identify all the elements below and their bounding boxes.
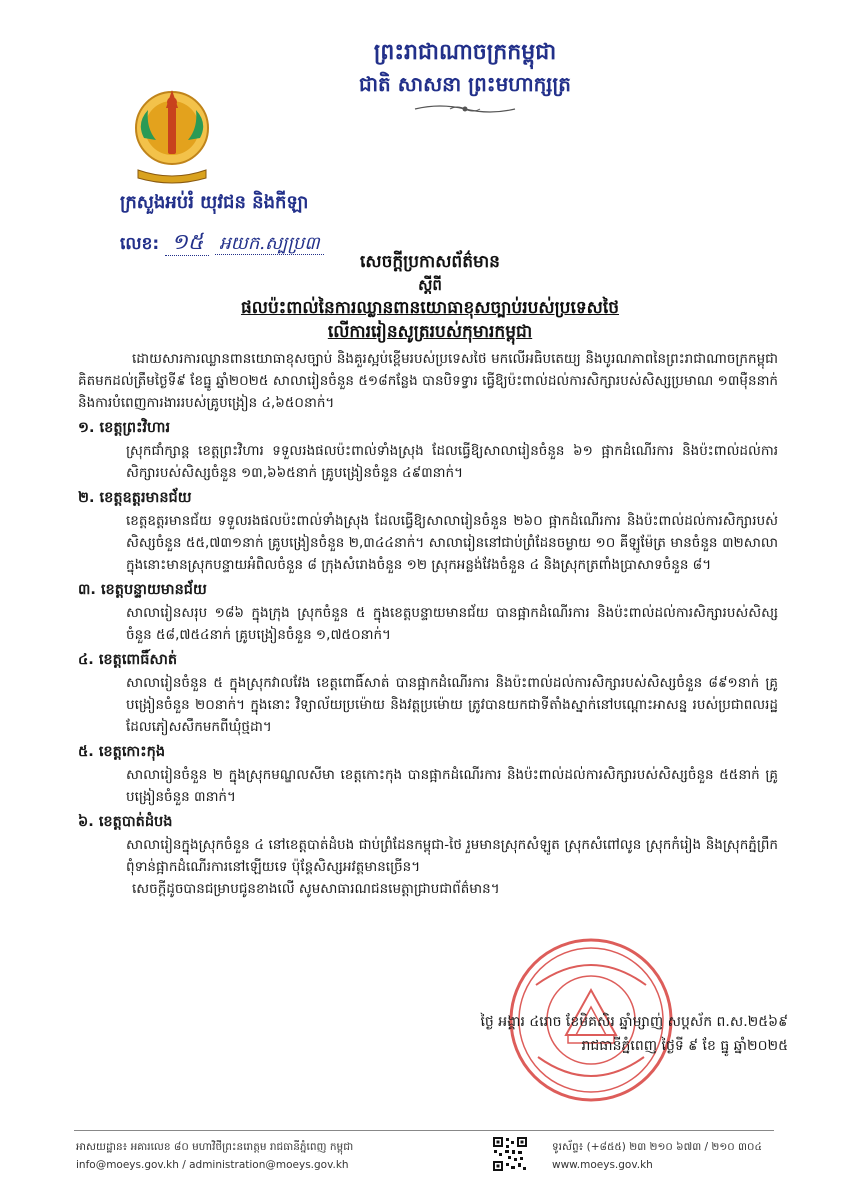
lunar-date: ថ្ងៃ អង្គារ ៤រោច ខែមិគសិរ ឆ្នាំម្សាញ់ សប្តស័ក ព.ស.២៥៦៩: [480, 1014, 788, 1030]
ornament-divider-icon: [410, 102, 520, 116]
section-5: [78, 740, 778, 808]
section-text: សាលារៀនក្នុងស្រុកចំនួន ៤ នៅខេត្តបាត់ដំបង ជាប់ព្រំដែនកម្ពុជា-ថៃ រួមមានស្រុកសំឡូត ស្រុកសំពៅលូន ស្រុកកំរៀង និងស្រុកភ្នំព្រឹក ពុំទាន់ផ្អាកដំណើរការនៅឡើយទេ ប៉ុន្តែសិស្សអវត្តមានច្រើន។: [126, 837, 778, 875]
section-title: ១. ខេត្តព្រះវិហារ: [78, 420, 171, 436]
announcement-heading: [220, 250, 640, 344]
ministry-logo-icon: [128, 78, 216, 186]
heading-line-3: ផលប៉ះពាល់នៃការឈ្លានពានយោធាខុសច្បាប់របស់ប្រទេសថៃ: [240, 298, 620, 318]
section-title: ៤. ខេត្តពោធិ៍សាត់: [78, 652, 178, 668]
document-number-code: អយក.ស្បប្រ៣: [215, 233, 323, 255]
section-1: [78, 416, 778, 484]
section-text: សាលារៀនចំនួន ២ ក្នុងស្រុកមណ្ឌលសីមា ខេត្តកោះកុង បានផ្អាកដំណើរការ និងប៉ះពាល់ដល់ការសិក្សារបស់សិស្សចំនួន ៥៥នាក់ គ្រូបង្រៀនចំនួន ៣នាក់។: [126, 767, 778, 805]
footer-divider: [74, 1130, 774, 1131]
footer-contact: [76, 1138, 353, 1174]
solar-date: រាជធានីភ្នំពេញ ថ្ងៃទី ៩ ខែ ធ្នូ ឆ្នាំ២០២៥: [581, 1038, 788, 1054]
heading-line-4: លើការរៀនសូត្ររបស់កុមារកម្ពុជា: [327, 322, 533, 342]
footer-phone-web: [552, 1138, 762, 1174]
national-motto: ជាតិ សាសនា ព្រះមហាក្សត្រ: [359, 72, 571, 96]
section-title: ៥. ខេត្តកោះកុង: [78, 744, 166, 760]
document-number-value: ១៥: [165, 230, 209, 256]
section-4: [78, 648, 778, 738]
section-title: ៣. ខេត្តបន្ទាយមានជ័យ: [78, 582, 207, 598]
kingdom-header: [300, 38, 630, 116]
heading-line-1: សេចក្តីប្រកាសព័ត៌មាន: [360, 252, 500, 272]
document-number-label: លេខ:: [120, 234, 160, 254]
section-text: សាលារៀនសរុប ១៨៦ ក្នុងក្រុង ស្រុកចំនួន ៥ ក្នុងខេត្តបន្ទាយមានជ័យ បានផ្អាកដំណើរការ និងប៉ះពាល់ដល់ការសិក្សារបស់សិស្សចំនួន ៥៨,៧៥៤នាក់ គ្រូបង្រៀនចំនួន ១,៧៥០នាក់។: [126, 605, 778, 643]
footer-address: អាសយដ្ឋាន៖ អគារលេខ ៨០ មហាវិថីព្រះនរោត្តម រាជធានីភ្នំពេញ កម្ពុជា: [76, 1141, 354, 1153]
section-title: ២. ខេត្តឧត្តរមានជ័យ: [78, 490, 192, 506]
kingdom-title: ព្រះរាជាណាចក្រកម្ពុជា: [373, 40, 557, 65]
section-text: ខេត្តឧត្តរមានជ័យ ទទួលរងផលប៉ះពាល់ទាំងស្រុង ដែលធ្វើឱ្យសាលារៀនចំនួន ២៦០ ផ្អាកដំណើរការ និងប៉ះពាល់ដល់ការសិក្សារបស់សិស្សចំនួន ៥៥,៧៣១នាក់ គ្រូបង្រៀនចំនួន ២,៣៤៤នាក់។ សាលារៀននៅជាប់ព្រំដែនចម្ងាយ ១០ គីឡូម៉ែត្រ មានចំនួន ៣២សាលា ក្នុងនោះមានស្រុកបន្ទាយអំពិលចំនួន ៨ ក្រុងសំរោងចំនួន ១២ ស្រុកអន្លង់វែងចំនួន ៤ និងស្រុកត្រពាំងប្រាសាទចំនួន ៨។: [126, 513, 778, 573]
footer-phone: ទូរស័ព្ទ៖ (+៨៥៥) ២៣ ២១០ ៦៧៣ / ២១០ ៣០៤: [552, 1141, 762, 1153]
intro-paragraph: ដោយសារការឈ្លានពានយោធាខុសច្បាប់ និងគួរស្អប់ខ្ពើមរបស់ប្រទេសថៃ មកលើអធិបតេយ្យ និងបូរណភាពនៃព្រះរាជាណាចក្រកម្ពុជា គិតមកដល់ត្រឹមថ្ងៃទី៩ ខែធ្នូ ឆ្នាំ២០២៥ សាលារៀនចំនួន ៥១៨កន្លែង បានបិទទ្វារ ធ្វើឱ្យប៉ះពាល់ដល់ការសិក្សារបស់សិស្សប្រមាណ ១៣ម៉ឺននាក់ និងការបំពេញការងាររបស់គ្រូបង្រៀន ៤,៦៥០នាក់។: [78, 351, 778, 411]
qr-code-icon[interactable]: [492, 1136, 528, 1172]
footer-website[interactable]: www.moeys.gov.kh: [552, 1159, 653, 1171]
heading-line-2: ស្តីពី: [418, 276, 442, 294]
section-text: សាលារៀនចំនួន ៥ ក្នុងស្រុកវាលវែង ខេត្តពោធិ៍សាត់ បានផ្អាកដំណើរការ និងប៉ះពាល់ដល់ការសិក្សារបស់សិស្សចំនួន ៨៩១នាក់ គ្រូបង្រៀនចំនួន ២០នាក់។ ក្នុងនោះ វិទ្យាល័យប្រម៉ោយ និងវត្តប្រម៉ោយ ត្រូវបានយកជាទីតាំងស្នាក់នៅបណ្តោះអាសន្ន របស់ប្រជាពលរដ្ឋដែលភៀសសឹកមកពីឃុំថ្មដា។: [126, 675, 778, 735]
footer-emails[interactable]: info@moeys.gov.kh / administration@moeys.gov.kh: [76, 1159, 349, 1171]
section-title: ៦. ខេត្តបាត់ដំបង: [78, 814, 173, 830]
section-text: ស្រុកជាំក្សាន្ត ខេត្តព្រះវិហារ ទទួលរងផលប៉ះពាល់ទាំងស្រុង ដែលធ្វើឱ្យសាលារៀនចំនួន ៦១ ផ្អាកដំណើរការ និងប៉ះពាល់ដល់ការសិក្សារបស់សិស្សចំនួន ១៣,៦៦៥នាក់ គ្រូបង្រៀនចំនួន ៤៩៣នាក់។: [126, 443, 778, 481]
announcement-body: [78, 348, 778, 900]
ministry-name: ក្រសួងអប់រំ យុវជន និងកីឡា: [120, 192, 309, 213]
section-2: [78, 486, 778, 576]
section-6: [78, 810, 778, 878]
date-block: [428, 1010, 788, 1058]
closing-paragraph: សេចក្តីដូចបានជម្រាបជូនខាងលើ សូមសាធារណជនមេត្តាជ្រាបជាព័ត៌មាន។: [132, 881, 500, 897]
section-3: [78, 578, 778, 646]
